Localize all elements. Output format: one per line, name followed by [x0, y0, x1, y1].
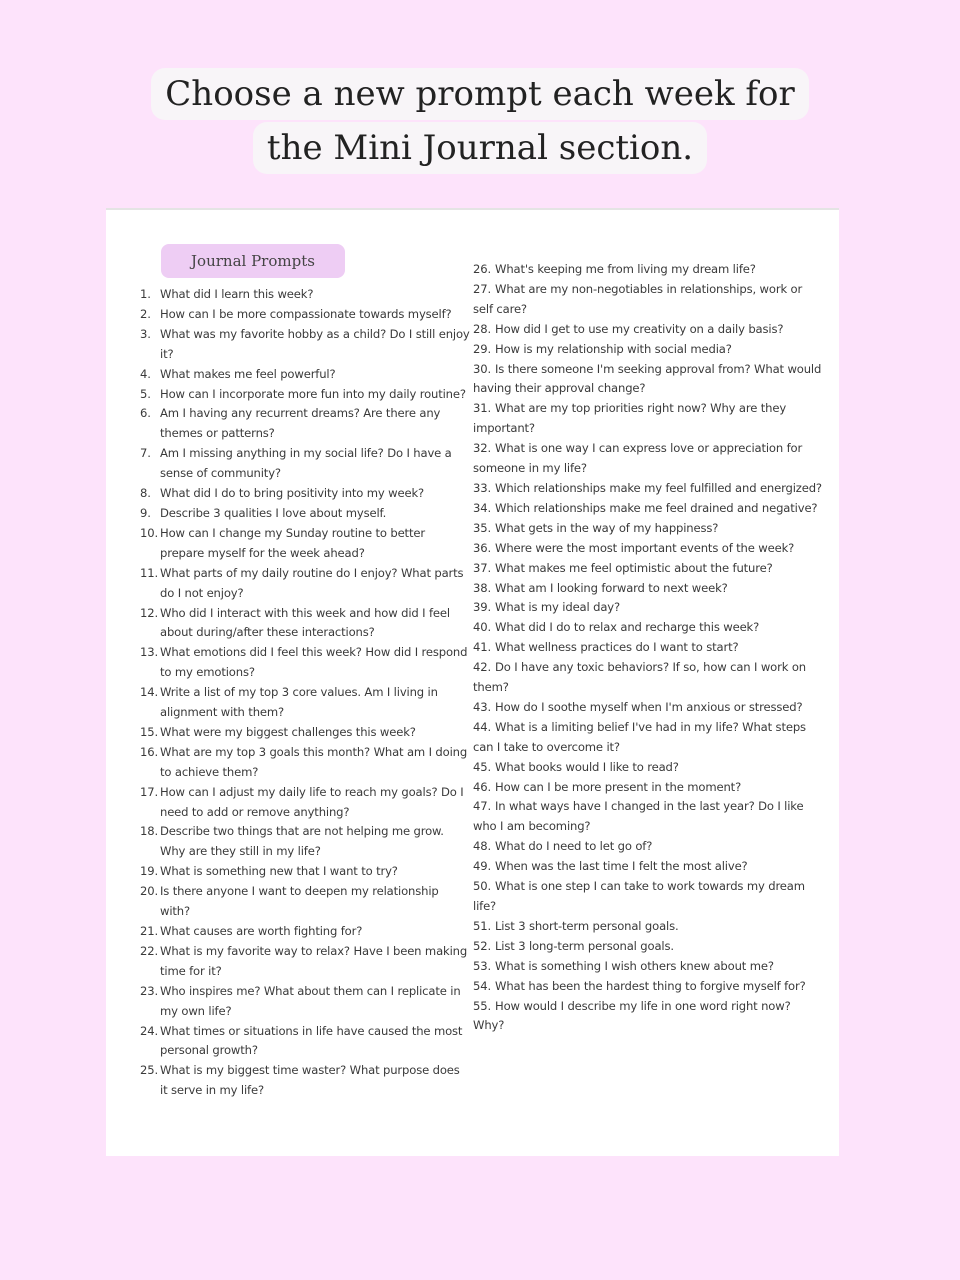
prompt-text: What are my top 3 goals this month? What am I doing to achieve them? [160, 744, 468, 779]
prompt-text: What emotions did I feel this week? How did I respond to my emotions? [160, 645, 468, 680]
prompt-number: 24. [140, 1023, 158, 1038]
prompt-item [140, 862, 470, 882]
prompt-text: What are my non-negotiables in relationships, work or self care? [473, 281, 803, 316]
prompt-item [473, 837, 823, 857]
prompt-item [140, 285, 470, 305]
prompt-text: Who did I interact with this week and how did I feel about during/after these interactions? [160, 605, 450, 640]
prompt-number: 42. [473, 660, 491, 675]
prompt-text: What gets in the way of my happiness? [495, 520, 719, 535]
prompt-number: 20. [140, 884, 158, 899]
prompt-text: Is there anyone I want to deepen my relationship with? [160, 884, 439, 919]
prompt-number: 54. [473, 978, 491, 993]
prompt-text: What is something I wish others knew about me? [495, 958, 774, 973]
banner-line-1: Choose a new prompt each week for [151, 68, 808, 120]
prompt-number: 9. [140, 505, 151, 520]
prompt-text: Describe 3 qualities I love about myself. [160, 505, 387, 520]
prompt-item [140, 723, 470, 743]
prompt-text: How can I incorporate more fun into my daily routine? [160, 386, 466, 401]
prompt-text: What times or situations in life have caused the most personal growth? [160, 1023, 463, 1058]
prompt-number: 3. [140, 326, 151, 341]
prompt-item [140, 922, 470, 942]
prompt-item [473, 519, 823, 539]
prompt-text: Am I having any recurrent dreams? Are there any themes or patterns? [160, 406, 441, 441]
prompt-item [473, 399, 823, 439]
prompt-number: 41. [473, 640, 491, 655]
prompt-item [473, 658, 823, 698]
prompt-text: What did I learn this week? [160, 287, 314, 301]
prompt-text: What causes are worth fighting for? [160, 924, 363, 938]
prompt-text: What are my top priorities right now? Why are they important? [473, 401, 787, 436]
prompt-text: What was my favorite hobby as a child? Do I still enjoy it? [160, 326, 470, 361]
prompt-text: Where were the most important events of the week? [495, 540, 795, 555]
prompt-number: 37. [473, 560, 491, 575]
prompt-item [473, 758, 823, 778]
prompt-number: 8. [140, 486, 151, 501]
prompt-text: What is one way I can express love or appreciation for someone in my life? [473, 441, 803, 476]
prompt-number: 14. [140, 685, 158, 700]
prompt-text: What books would I like to read? [495, 759, 679, 774]
prompt-number: 34. [473, 500, 491, 515]
prompt-text: How can I be more compassionate towards myself? [160, 306, 452, 321]
prompt-text: Am I missing anything in my social life? Do I have a sense of community? [160, 446, 452, 481]
prompt-text: Which relationships make me feel drained and negative? [495, 500, 818, 515]
prompt-text: What makes me feel optimistic about the future? [495, 560, 773, 575]
prompt-number: 30. [473, 361, 491, 376]
prompt-number: 29. [473, 341, 491, 356]
prompt-number: 6. [140, 406, 151, 421]
prompt-item [140, 643, 470, 683]
prompt-number: 48. [473, 839, 491, 854]
prompt-item [140, 305, 470, 325]
prompt-number: 38. [473, 580, 491, 595]
prompt-list-left [140, 285, 470, 1101]
prompt-number: 21. [140, 924, 158, 938]
prompt-text: What's keeping me from living my dream life? [495, 262, 756, 276]
prompt-item [473, 439, 823, 479]
prompt-item [473, 698, 823, 718]
prompt-item [140, 783, 470, 823]
prompt-item [473, 280, 823, 320]
prompt-number: 46. [473, 779, 491, 794]
prompt-number: 43. [473, 699, 491, 714]
prompt-item [140, 444, 470, 484]
prompt-text: How can I adjust my daily life to reach my goals? Do I need to add or remove anything? [160, 784, 464, 819]
sheet-heading: Journal Prompts [161, 244, 345, 278]
prompt-text: Is there someone I'm seeking approval from? What would having their approval change? [473, 361, 822, 396]
prompt-item [140, 982, 470, 1022]
prompt-number: 16. [140, 744, 158, 759]
prompt-text: What do I need to let go of? [495, 839, 653, 854]
prompt-number: 5. [140, 386, 151, 401]
prompt-text: What did I do to bring positivity into my week? [160, 486, 425, 501]
prompt-number: 52. [473, 938, 491, 953]
prompt-number: 49. [473, 859, 491, 874]
prompt-text: What parts of my daily routine do I enjoy? What parts do I not enjoy? [160, 565, 464, 600]
prompt-number: 10. [140, 525, 158, 540]
prompt-item [473, 598, 823, 618]
prompt-item [140, 385, 470, 405]
prompt-number: 47. [473, 799, 491, 814]
prompt-item [140, 604, 470, 644]
prompt-number: 23. [140, 983, 158, 998]
prompt-item [473, 579, 823, 599]
prompt-text: How did I get to use my creativity on a daily basis? [495, 321, 784, 336]
prompt-item [473, 797, 823, 837]
prompt-text: How can I change my Sunday routine to better prepare myself for the week ahead? [160, 525, 425, 560]
prompt-text: List 3 short-term personal goals. [495, 918, 679, 933]
prompt-number: 40. [473, 620, 491, 635]
prompt-item [473, 539, 823, 559]
prompt-item [473, 997, 823, 1037]
prompt-text: Do I have any toxic behaviors? If so, how can I work on them? [473, 660, 806, 695]
prompt-text: How do I soothe myself when I'm anxious or stressed? [495, 699, 803, 714]
prompt-item [473, 360, 823, 400]
prompt-number: 55. [473, 998, 491, 1013]
prompt-text: Who inspires me? What about them can I replicate in my own life? [160, 983, 461, 1018]
prompt-number: 39. [473, 600, 491, 615]
prompt-text: What is my biggest time waster? What purpose does it serve in my life? [160, 1063, 460, 1098]
prompt-text: What did I do to relax and recharge this week? [495, 620, 760, 635]
prompt-text: Which relationships make my feel fulfilled and energized? [495, 480, 822, 495]
prompt-text: What wellness practices do I want to start? [495, 640, 739, 655]
prompt-number: 19. [140, 864, 158, 879]
prompt-number: 36. [473, 540, 491, 555]
prompt-number: 51. [473, 918, 491, 933]
prompt-item [140, 325, 470, 365]
prompt-item [140, 743, 470, 783]
prompt-number: 17. [140, 784, 158, 799]
prompt-item [140, 822, 470, 862]
prompt-item [473, 977, 823, 997]
prompt-item [140, 404, 470, 444]
prompt-item [473, 340, 823, 360]
prompt-text: How is my relationship with social media? [495, 341, 732, 356]
instruction-banner [0, 68, 960, 176]
prompt-item [140, 1061, 470, 1101]
prompt-number: 32. [473, 441, 491, 456]
prompt-number: 1. [140, 287, 151, 301]
prompt-number: 18. [140, 824, 158, 839]
prompt-item [473, 917, 823, 937]
prompt-item [473, 718, 823, 758]
prompt-item [140, 683, 470, 723]
prompt-number: 45. [473, 759, 491, 774]
prompt-text: When was the last time I felt the most alive? [495, 859, 748, 874]
prompt-item [473, 857, 823, 877]
prompt-text: What am I looking forward to next week? [495, 580, 728, 595]
prompt-text: List 3 long-term personal goals. [495, 938, 674, 953]
prompt-item [473, 479, 823, 499]
prompt-text: What is a limiting belief I've had in my life? What steps can I take to overcome it? [473, 719, 806, 754]
prompt-number: 28. [473, 321, 491, 336]
prompt-item [473, 499, 823, 519]
prompt-item [473, 320, 823, 340]
prompt-number: 22. [140, 943, 158, 958]
prompt-list-right [473, 260, 823, 1036]
prompt-item [473, 937, 823, 957]
prompt-text: What is something new that I want to try? [160, 864, 398, 879]
prompt-item [473, 638, 823, 658]
prompt-text: What is my ideal day? [495, 600, 620, 615]
prompt-item [140, 524, 470, 564]
prompt-number: 44. [473, 719, 491, 734]
prompt-number: 35. [473, 520, 491, 535]
prompt-number: 15. [140, 724, 158, 739]
prompt-number: 26. [473, 262, 491, 276]
prompt-number: 31. [473, 401, 491, 416]
prompt-number: 11. [140, 565, 158, 580]
prompt-text: How would I describe my life in one word right now? Why? [473, 998, 791, 1033]
prompt-text: What is one step I can take to work towards my dream life? [473, 879, 805, 913]
prompt-item [473, 778, 823, 798]
prompt-item [473, 559, 823, 579]
prompt-item [140, 504, 470, 524]
prompt-number: 27. [473, 281, 491, 296]
prompt-text: Describe two things that are not helping me grow. Why are they still in my life? [160, 824, 444, 859]
prompt-item [473, 877, 823, 917]
prompt-text: What has been the hardest thing to forgive myself for? [495, 978, 806, 993]
prompt-number: 2. [140, 306, 151, 321]
prompt-number: 4. [140, 366, 151, 381]
prompt-text: Write a list of my top 3 core values. Am I living in alignment with them? [160, 685, 438, 720]
prompt-text: In what ways have I changed in the last year? Do I like who I am becoming? [473, 799, 804, 834]
prompt-text: What makes me feel powerful? [160, 366, 336, 381]
prompt-number: 50. [473, 879, 491, 894]
prompt-item [140, 1022, 470, 1062]
prompt-number: 53. [473, 958, 491, 973]
banner-line-2: the Mini Journal section. [253, 122, 707, 174]
prompt-number: 25. [140, 1063, 158, 1078]
journal-prompts-sheet [106, 208, 839, 1156]
prompt-text: What is my favorite way to relax? Have I been making time for it? [160, 943, 468, 978]
prompt-text: What were my biggest challenges this week? [160, 724, 416, 739]
prompt-item [473, 618, 823, 638]
prompt-number: 33. [473, 480, 491, 495]
prompt-number: 13. [140, 645, 158, 660]
prompt-item [140, 882, 470, 922]
prompt-item [140, 564, 470, 604]
prompt-item [473, 260, 823, 280]
prompt-item [140, 365, 470, 385]
prompt-number: 7. [140, 446, 151, 461]
prompt-text: How can I be more present in the moment? [495, 779, 742, 794]
prompt-item [140, 942, 470, 982]
prompt-number: 12. [140, 605, 158, 620]
prompt-item [473, 957, 823, 977]
prompt-item [140, 484, 470, 504]
